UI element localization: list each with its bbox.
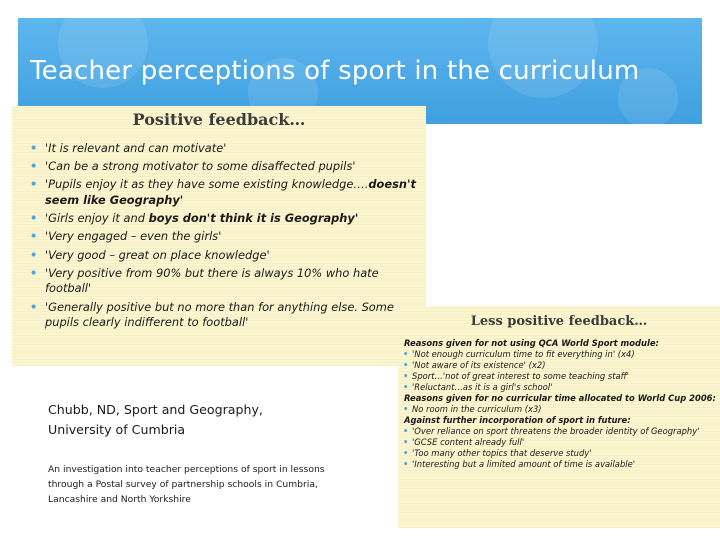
positive-feedback-emphasis: doesn't seem like Geography': [45, 177, 416, 207]
less-positive-section-heading: Reasons given for no curricular time allocated to World Cup 2006:: [404, 392, 716, 403]
positive-feedback-item: [30, 300, 422, 331]
study-description: An investigation into teacher perceptions of sport in lessons through a Postal survey of partnership schools in Cumbria, Lancashire and North Yorkshire: [48, 464, 325, 505]
positive-feedback-text: 'Pupils enjoy it as they have some existing knowledge….: [45, 177, 369, 192]
positive-feedback-item: [30, 266, 422, 297]
less-positive-feedback-body: [402, 337, 718, 469]
less-positive-item: • 'Interesting but a limited amount of time is available': [402, 459, 718, 469]
positive-feedback-text: 'Generally positive but no more than for anything else. Some pupils clearly indifferent to football': [45, 299, 394, 330]
positive-feedback-text: 'It is relevant and can motivate': [45, 141, 227, 155]
less-positive-item: • Sport…'not of great interest to some teaching staff': [402, 371, 718, 381]
less-positive-item: • 'Reluctant…as it is a girl's school': [402, 382, 718, 392]
less-positive-item: • No room in the curriculum (x3): [402, 404, 718, 414]
positive-feedback-item: [30, 141, 422, 157]
slide-title: Teacher perceptions of sport in the curriculum: [30, 56, 640, 86]
less-positive-section-list: [402, 404, 718, 414]
positive-feedback-text: 'Girls enjoy it and: [45, 211, 149, 226]
less-positive-section-list: [402, 349, 718, 392]
less-positive-section-list: [402, 426, 718, 469]
positive-feedback-list: [30, 141, 422, 333]
positive-feedback-item: [30, 177, 422, 208]
positive-feedback-item: [30, 248, 422, 264]
positive-feedback-item: [30, 229, 422, 245]
positive-feedback-item: [30, 159, 422, 175]
less-positive-item: • 'Too many other topics that deserve study': [402, 448, 718, 458]
positive-feedback-emphasis: boys don't think it is Geography': [148, 211, 359, 226]
less-positive-item: • 'Not enough curriculum time to fit everything in' (x4): [402, 349, 718, 359]
less-positive-feedback-heading: Less positive feedback…: [470, 314, 648, 329]
citation-line-2: University of Cumbria: [48, 422, 186, 437]
positive-feedback-text: 'Very engaged – even the girls': [45, 229, 222, 244]
positive-feedback-image: [12, 106, 426, 366]
citation-line-1: Chubb, ND, Sport and Geography,: [48, 402, 263, 417]
positive-feedback-text: 'Very good – great on place knowledge': [45, 247, 270, 262]
positive-feedback-text: 'Very positive from 90% but there is always 10% who hate football': [45, 265, 379, 296]
citation: [48, 400, 368, 440]
positive-feedback-heading: Positive feedback…: [132, 110, 306, 129]
less-positive-feedback-image: [398, 306, 720, 528]
less-positive-item: • 'Over reliance on sport threatens the broader identity of Geography': [402, 426, 718, 436]
positive-feedback-text: 'Can be a strong motivator to some disaffected pupils': [45, 159, 356, 174]
less-positive-item: • 'Not aware of its existence' (x2): [402, 360, 718, 370]
less-positive-item: • 'GCSE content already full': [402, 437, 718, 447]
positive-feedback-item: [30, 211, 422, 227]
less-positive-section-heading: Reasons given for not using QCA World Sport module:: [404, 338, 659, 348]
less-positive-section-heading: Against further incorporation of sport in future:: [404, 414, 631, 425]
